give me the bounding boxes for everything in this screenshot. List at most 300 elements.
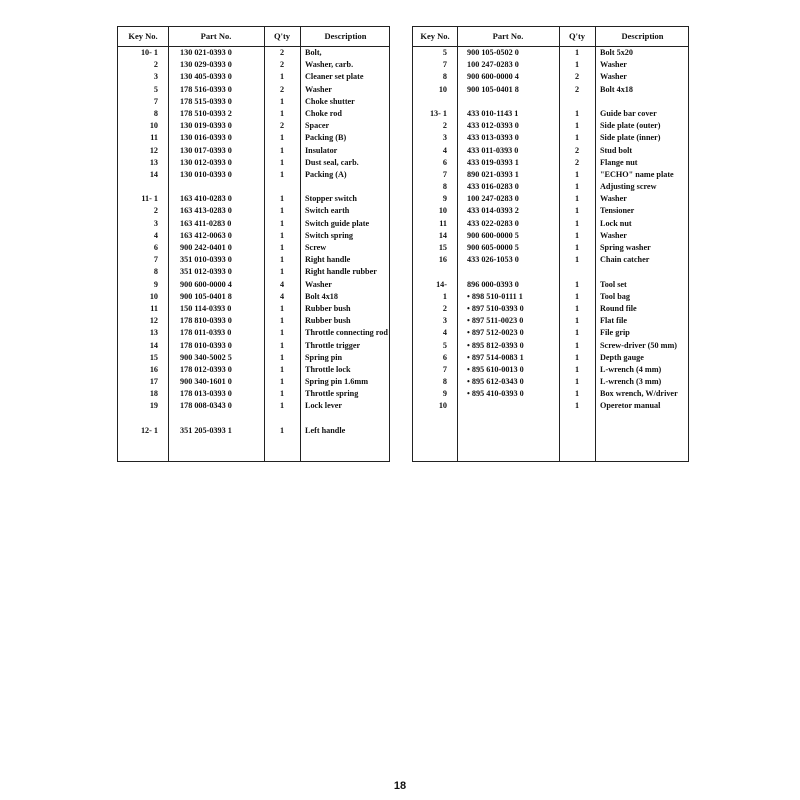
table-row: [118, 388, 389, 400]
part-no-cell: 163 411-0283 0: [180, 218, 232, 228]
key-no-cell: 7: [442, 169, 447, 179]
table-row: [413, 193, 688, 205]
table-row: [118, 120, 389, 132]
key-no-cell: 9: [442, 194, 447, 204]
description-cell: Rubber bush: [305, 316, 351, 326]
qty-cell: 1: [279, 340, 285, 350]
description-cell: "ECHO" name plate: [600, 169, 674, 179]
header-part-no: Part No.: [492, 31, 524, 41]
qty-cell: 1: [574, 255, 580, 265]
description-cell: Spring washer: [600, 243, 651, 252]
header-part-no: Part No.: [200, 31, 232, 41]
description-cell: Choke rod: [305, 108, 342, 118]
part-no-cell: 433 019-0393 1: [467, 157, 519, 167]
part-no-cell: 351 010-0393 0: [180, 255, 232, 265]
qty-cell: 1: [279, 230, 285, 240]
table-row: [118, 376, 389, 388]
key-no-cell: 7: [153, 96, 158, 106]
qty-cell: 1: [279, 401, 285, 411]
qty-cell: 1: [279, 169, 285, 179]
key-no-cell: 14: [149, 340, 158, 350]
description-cell: Tensioner: [600, 206, 635, 216]
table-row: [118, 279, 389, 291]
qty-cell: 1: [574, 182, 580, 192]
table-row: [413, 205, 688, 217]
part-no-cell: 433 013-0393 0: [467, 133, 519, 143]
qty-cell: 1: [574, 60, 580, 70]
key-no-cell: 3: [442, 316, 447, 326]
part-no-cell: 900 340-5002 5: [180, 352, 232, 362]
table-row: [118, 218, 389, 230]
description-cell: Washer, carb.: [305, 60, 354, 70]
description-cell: Flat file: [600, 316, 628, 326]
part-no-cell: 900 605-0000 5: [467, 243, 519, 252]
page-number: 18: [393, 780, 407, 792]
part-no-cell: 178 012-0393 0: [180, 364, 232, 374]
header-key-no: Key No.: [420, 31, 450, 41]
table-row: [413, 157, 688, 169]
key-no-cell: 11: [150, 303, 158, 313]
description-cell: File grip: [600, 328, 630, 338]
description-cell: Throttle lock: [305, 364, 351, 374]
description-cell: Operetor manual: [600, 401, 661, 411]
description-cell: Insulator: [305, 145, 338, 155]
table-row: [118, 145, 389, 157]
key-no-cell: 3: [153, 72, 158, 82]
description-cell: Rubber bush: [305, 303, 351, 313]
key-no-cell: 14: [149, 169, 158, 179]
table-row: [118, 71, 389, 83]
qty-cell: 1: [279, 267, 285, 277]
key-no-cell: 8: [153, 108, 158, 118]
description-cell: Tool bag: [600, 291, 630, 301]
table-body: [118, 47, 389, 437]
description-cell: Stopper switch: [305, 194, 357, 204]
key-no-cell: 15: [438, 243, 447, 252]
key-no-cell: 6: [442, 157, 447, 167]
description-cell: Depth gauge: [600, 352, 644, 362]
qty-cell: 2: [574, 145, 580, 155]
key-no-cell: 8: [442, 72, 447, 82]
description-cell: Cleaner set plate: [305, 72, 364, 82]
description-cell: Choke shutter: [305, 96, 355, 106]
description-cell: Side plate (inner): [600, 133, 661, 143]
part-no-cell: 900 600-0000 4: [467, 72, 519, 82]
part-no-cell: 178 010-0393 0: [180, 340, 232, 350]
description-cell: Washer: [305, 279, 332, 289]
key-no-cell: 2: [442, 121, 447, 131]
part-no-cell: 433 011-0393 0: [467, 145, 519, 155]
qty-cell: 1: [574, 243, 580, 252]
key-no-cell: 19: [149, 401, 158, 411]
key-no-cell: 2: [153, 60, 158, 70]
key-no-cell: 4: [442, 145, 447, 155]
description-cell: Chain catcher: [600, 255, 650, 265]
qty-cell: 1: [574, 218, 580, 228]
qty-cell: 1: [574, 133, 580, 143]
description-cell: Spring pin 1.6mm: [305, 377, 369, 387]
description-cell: Right handle: [305, 255, 351, 265]
qty-cell: 1: [574, 316, 580, 326]
table-row: [118, 364, 389, 376]
table-row: [413, 291, 688, 303]
key-no-cell: 3: [442, 133, 447, 143]
qty-cell: 2: [279, 84, 285, 94]
key-no-cell: 7: [442, 60, 447, 70]
table-row: [413, 59, 688, 71]
key-no-cell: 7: [442, 364, 447, 374]
parts-table-right: [412, 26, 689, 462]
qty-cell: 1: [574, 401, 580, 411]
description-cell: Packing (A): [305, 169, 347, 179]
qty-cell: 1: [574, 206, 580, 216]
qty-cell: 1: [279, 243, 285, 252]
description-cell: Washer: [600, 60, 627, 70]
table-row: [118, 291, 389, 303]
table-row: [118, 47, 389, 59]
part-no-cell: 900 105-0401 8: [180, 291, 232, 301]
table-row: [413, 254, 688, 266]
description-cell: Box wrench, W/driver: [600, 389, 678, 399]
table-header: [413, 27, 688, 47]
table-row: [118, 108, 389, 120]
key-no-cell: 8: [442, 377, 447, 387]
part-no-cell: • 898 510-0111 1: [467, 291, 523, 301]
qty-cell: 2: [279, 60, 285, 70]
part-no-cell: 433 014-0393 2: [467, 206, 519, 216]
table-row: [118, 340, 389, 352]
description-cell: L-wrench (4 mm): [600, 364, 662, 374]
key-no-cell: 9: [153, 279, 158, 289]
key-no-cell: 10: [438, 84, 447, 94]
qty-cell: 1: [279, 133, 285, 143]
part-no-cell: 896 000-0393 0: [467, 279, 519, 289]
key-no-cell: 12: [149, 316, 158, 326]
qty-cell: 1: [279, 194, 285, 204]
key-no-cell: 12- 1: [140, 425, 158, 435]
row-spacer: [118, 181, 389, 193]
key-no-cell: 9: [442, 389, 447, 399]
description-cell: Washer: [305, 84, 332, 94]
table-row: [413, 84, 688, 96]
part-no-cell: 433 010-1143 1: [467, 108, 519, 118]
part-no-cell: 178 510-0393 2: [180, 108, 232, 118]
part-no-cell: 178 011-0393 0: [180, 328, 232, 338]
part-no-cell: 351 012-0393 0: [180, 267, 232, 277]
qty-cell: 1: [574, 291, 580, 301]
part-no-cell: 163 412-0063 0: [180, 230, 232, 240]
description-cell: Switch spring: [305, 230, 353, 240]
qty-cell: 1: [279, 389, 285, 399]
description-cell: Switch guide plate: [305, 218, 370, 228]
table-row: [118, 254, 389, 266]
key-no-cell: 14: [438, 230, 447, 240]
header-description: Description: [621, 31, 664, 41]
description-cell: Flange nut: [600, 157, 638, 167]
qty-cell: 1: [574, 377, 580, 387]
description-cell: Stud bolt: [600, 145, 633, 155]
qty-cell: 1: [279, 255, 285, 265]
qty-cell: 1: [279, 425, 285, 435]
table-row: [413, 145, 688, 157]
table-row: [413, 242, 688, 254]
table-row: [118, 205, 389, 217]
description-cell: Round file: [600, 303, 637, 313]
table-row: [118, 303, 389, 315]
table-row: [118, 84, 389, 96]
part-no-cell: 178 516-0393 0: [180, 84, 232, 94]
table-row: [118, 96, 389, 108]
part-no-cell: • 897 511-0023 0: [467, 316, 524, 326]
part-no-cell: 130 017-0393 0: [180, 145, 232, 155]
key-no-cell: 11: [439, 218, 447, 228]
qty-cell: 4: [279, 279, 285, 289]
table-row: [118, 193, 389, 205]
key-no-cell: 10: [149, 291, 158, 301]
key-no-cell: 15: [149, 352, 158, 362]
part-no-cell: • 895 612-0343 0: [467, 377, 524, 387]
key-no-cell: 13: [149, 328, 158, 338]
part-no-cell: 130 021-0393 0: [180, 48, 232, 57]
key-no-cell: 13: [149, 157, 158, 167]
table-row: [413, 400, 688, 412]
table-row: [413, 169, 688, 181]
part-no-cell: 433 026-1053 0: [467, 255, 519, 265]
part-no-cell: 178 810-0393 0: [180, 316, 232, 326]
part-no-cell: • 895 610-0013 0: [467, 364, 524, 374]
key-no-cell: 6: [442, 352, 447, 362]
part-no-cell: • 897 510-0393 0: [467, 303, 524, 313]
qty-cell: 1: [574, 194, 580, 204]
description-cell: Screw-driver (50 mm): [600, 340, 677, 350]
table-row: [413, 315, 688, 327]
key-no-cell: 3: [153, 218, 158, 228]
key-no-cell: 8: [153, 267, 158, 277]
qty-cell: 2: [574, 84, 580, 94]
part-no-cell: • 897 514-0083 1: [467, 352, 524, 362]
part-no-cell: 163 410-0283 0: [180, 194, 232, 204]
key-no-cell: 4: [442, 328, 447, 338]
table-row: [413, 108, 688, 120]
qty-cell: 1: [574, 279, 580, 289]
key-no-cell: 10- 1: [140, 48, 158, 57]
description-cell: Spring pin: [305, 352, 343, 362]
qty-cell: 1: [279, 108, 285, 118]
header-key-no: Key No.: [128, 31, 158, 41]
parts-table-left: [117, 26, 390, 462]
description-cell: Washer: [600, 230, 627, 240]
part-no-cell: 163 413-0283 0: [180, 206, 232, 216]
table-row: [413, 120, 688, 132]
part-no-cell: 433 016-0283 0: [467, 182, 519, 192]
key-no-cell: 2: [153, 206, 158, 216]
table-row: [118, 400, 389, 412]
qty-cell: 4: [279, 291, 285, 301]
key-no-cell: 16: [149, 364, 158, 374]
part-no-cell: 900 105-0401 8: [467, 84, 519, 94]
description-cell: Throttle trigger: [305, 340, 361, 350]
qty-cell: 1: [279, 364, 285, 374]
table-row: [413, 303, 688, 315]
qty-cell: 1: [574, 48, 580, 57]
part-no-cell: • 895 812-0393 0: [467, 340, 524, 350]
table-row: [413, 364, 688, 376]
qty-cell: 1: [574, 352, 580, 362]
key-no-cell: 17: [149, 377, 158, 387]
part-no-cell: 900 600-0000 5: [467, 230, 519, 240]
table-row: [413, 132, 688, 144]
qty-cell: 2: [574, 157, 580, 167]
qty-cell: 1: [279, 328, 285, 338]
part-no-cell: 433 022-0283 0: [467, 218, 519, 228]
table-body: [413, 47, 688, 413]
description-cell: Lock lever: [305, 401, 343, 411]
qty-cell: 1: [279, 377, 285, 387]
part-no-cell: 890 021-0393 1: [467, 169, 519, 179]
description-cell: Left handle: [305, 425, 346, 435]
part-no-cell: 150 114-0393 0: [180, 303, 232, 313]
key-no-cell: 5: [442, 340, 447, 350]
header-qty: Q'ty: [568, 31, 586, 41]
part-no-cell: 130 012-0393 0: [180, 157, 232, 167]
description-cell: Screw: [305, 243, 327, 252]
table-row: [413, 47, 688, 59]
description-cell: Bolt 4x18: [600, 84, 633, 94]
description-cell: Lock nut: [600, 218, 632, 228]
table-row: [118, 132, 389, 144]
table-row: [413, 352, 688, 364]
qty-cell: 1: [574, 169, 580, 179]
description-cell: Packing (B): [305, 133, 347, 143]
table-row: [413, 230, 688, 242]
qty-cell: 1: [279, 157, 285, 167]
description-cell: Right handle rubber: [305, 267, 377, 277]
table-row: [118, 230, 389, 242]
description-cell: Throttle spring: [305, 389, 359, 399]
table-header: [118, 27, 389, 47]
table-row: [413, 181, 688, 193]
qty-cell: 1: [279, 72, 285, 82]
qty-cell: 2: [279, 121, 285, 131]
qty-cell: 1: [279, 206, 285, 216]
part-no-cell: 900 105-0502 0: [467, 48, 519, 57]
table-row: [118, 315, 389, 327]
key-no-cell: 1: [442, 291, 447, 301]
key-no-cell: 10: [438, 206, 447, 216]
part-no-cell: 130 016-0393 0: [180, 133, 232, 143]
part-no-cell: • 895 410-0393 0: [467, 389, 524, 399]
qty-cell: 1: [574, 230, 580, 240]
qty-cell: 1: [574, 389, 580, 399]
qty-cell: 1: [279, 352, 285, 362]
description-cell: Dust seal, carb.: [305, 157, 359, 167]
table-row: [413, 218, 688, 230]
qty-cell: 1: [574, 121, 580, 131]
part-no-cell: 130 010-0393 0: [180, 169, 232, 179]
part-no-cell: 100 247-0283 0: [467, 194, 519, 204]
key-no-cell: 13- 1: [429, 108, 447, 118]
description-cell: Tool set: [600, 279, 627, 289]
table-row: [118, 352, 389, 364]
part-no-cell: 130 029-0393 0: [180, 60, 232, 70]
key-no-cell: 4: [153, 230, 158, 240]
part-no-cell: 900 600-0000 4: [180, 279, 232, 289]
description-cell: Guide bar cover: [600, 108, 657, 118]
table-row: [413, 340, 688, 352]
part-no-cell: 433 012-0393 0: [467, 121, 519, 131]
table-row: [118, 169, 389, 181]
table-row: [413, 279, 688, 291]
qty-cell: 1: [279, 145, 285, 155]
qty-cell: 1: [574, 364, 580, 374]
description-cell: Adjusting screw: [600, 182, 657, 192]
part-no-cell: 130 019-0393 0: [180, 121, 232, 131]
part-no-cell: 351 205-0393 1: [180, 425, 232, 435]
part-no-cell: 100 247-0283 0: [467, 60, 519, 70]
qty-cell: 1: [574, 108, 580, 118]
key-no-cell: 10: [438, 401, 447, 411]
part-no-cell: 178 013-0393 0: [180, 389, 232, 399]
table-row: [413, 71, 688, 83]
table-row: [118, 266, 389, 278]
key-no-cell: 11: [150, 133, 158, 143]
key-no-cell: 16: [438, 255, 447, 265]
qty-cell: 2: [574, 72, 580, 82]
qty-cell: 1: [574, 328, 580, 338]
table-row: [413, 376, 688, 388]
qty-cell: 1: [574, 303, 580, 313]
key-no-cell: 14-: [436, 279, 447, 289]
part-no-cell: 130 405-0393 0: [180, 72, 232, 82]
qty-cell: 2: [279, 48, 285, 57]
description-cell: Washer: [600, 194, 627, 204]
qty-cell: 1: [279, 303, 285, 313]
key-no-cell: 18: [149, 389, 158, 399]
qty-cell: 1: [279, 316, 285, 326]
key-no-cell: 5: [442, 48, 447, 57]
description-cell: Bolt 4x18: [305, 291, 338, 301]
row-spacer: [413, 266, 688, 278]
description-cell: Throttle connecting rod: [305, 328, 388, 338]
header-qty: Q'ty: [273, 31, 291, 41]
key-no-cell: 10: [149, 121, 158, 131]
key-no-cell: 2: [442, 303, 447, 313]
qty-cell: 1: [574, 340, 580, 350]
part-no-cell: 900 340-1601 0: [180, 377, 232, 387]
description-cell: Spacer: [305, 121, 330, 131]
table-row: [118, 157, 389, 169]
qty-cell: 1: [279, 96, 285, 106]
description-cell: Bolt 5x20: [600, 48, 633, 57]
description-cell: Switch earth: [305, 206, 350, 216]
part-no-cell: 178 515-0393 0: [180, 96, 232, 106]
table-row: [118, 327, 389, 339]
table-row: [118, 242, 389, 254]
part-no-cell: • 897 512-0023 0: [467, 328, 524, 338]
description-cell: L-wrench (3 mm): [600, 377, 662, 387]
key-no-cell: 5: [153, 84, 158, 94]
description-cell: Washer: [600, 72, 627, 82]
key-no-cell: 7: [153, 255, 158, 265]
description-cell: Side plate (outer): [600, 121, 661, 131]
key-no-cell: 12: [149, 145, 158, 155]
table-row: [413, 388, 688, 400]
table-row: [413, 327, 688, 339]
header-description: Description: [324, 31, 367, 41]
key-no-cell: 6: [153, 243, 158, 252]
part-no-cell: 900 242-0401 0: [180, 243, 232, 252]
key-no-cell: 11- 1: [141, 194, 158, 204]
